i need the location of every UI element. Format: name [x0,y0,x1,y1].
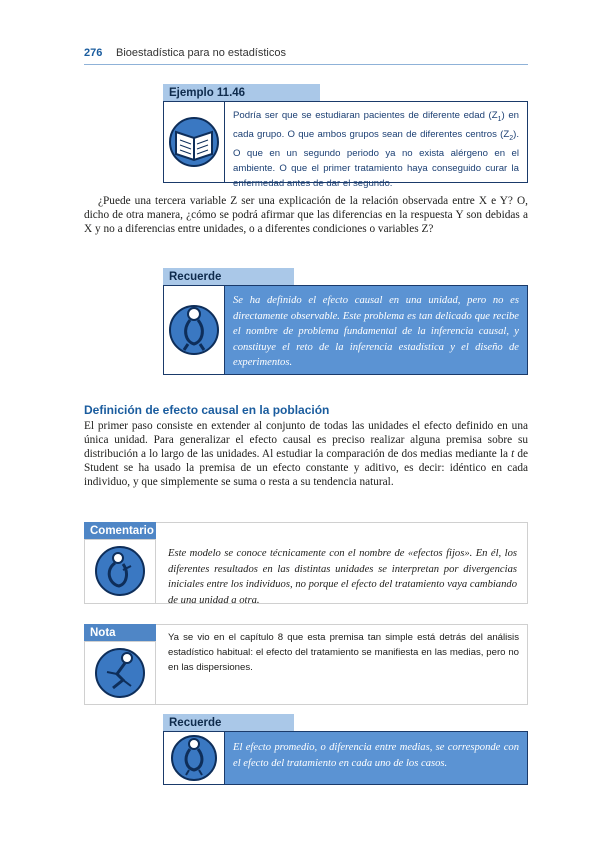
recuerde-figure-icon [164,286,224,374]
comentario-figure-icon [85,540,155,603]
comentario-label: Comentario [84,522,156,539]
nota-tecnica-figure-icon [85,642,155,704]
comentario-icon-box [84,539,156,604]
recuerde-label-2: Recuerde [163,714,294,731]
example-label: Ejemplo 11.46 [163,84,320,101]
header-divider [84,64,528,65]
recuerde-icon-box-2 [163,731,225,785]
example-text: Podría ser que se estudiaran pacientes de diferente edad $(Z_1)$ en cada grupo. O que ambos grupos sean de diferentes centros $(Z_2)$. O que en un segundo periodo ya no exista alérgeno en el ambiente. O que el primer tratamiento haya conseguido curar la enfermedad antes de dar el segundo. [224,101,528,183]
running-header-title: Bioestadística para no estadísticos [116,47,286,59]
section-heading: Definición de efecto causal en la población [84,403,330,417]
recuerde-text-2: El efecto promedio, o diferencia entre medias, se corresponde con el efecto del tratamiento en cada uno de los casos. [224,731,528,785]
comentario-text: Este modelo se conoce técnicamente con el nombre de «efectos fijos». En él, los diferentes resultados en las distintas unidades se interpretan por divergencias iniciales entre los individuos, no porque el efecto del tratamiento vaya cambiando de una unidad a otra. [156,522,528,604]
question-paragraph: ¿Puede una tercera variable Z ser una explicación de la relación observada entre X e Y? O, dicho de otra manera, ¿cómo se podrá afirmar que las diferencias en la respuesta Y son debidas a X y no a diferencias entre unidades, o a diferentes condiciones o variables Z? [84,195,528,235]
recuerde-text: Se ha definido el efecto causal en una unidad, pero no es directamente observable. Este problema es tan delicado que recibe el nombre de problema fundamental de la inferencia causal, y constituye el reto de la inferencia estadística y el diseño de experimentos. [224,285,528,375]
example-icon-box [163,101,225,183]
recuerde-label: Recuerde [163,268,294,285]
recuerde-icon-box [163,285,225,375]
page-number: 276 [84,47,103,59]
section-paragraph: El primer paso consiste en extender al conjunto de todas las unidades el efecto definido en una única unidad. Para generalizar el efecto causal es preciso realizar alguna premisa sobre su distribución a lo largo de las unidades. Al estudiar la comparación de dos medias mediante la t de Student se ha usado la premisa de un efecto constante y aditivo, es decir: idéntico en cada individuo, y que simplemente se suma o resta a su tendencia natural. [84,420,528,488]
nota-tecnica-text: Ya se vio en el capítulo 8 que esta premisa tan simple está detrás del análisis estadístico habitual: el efecto del tratamiento se manifiesta en las medias, pero no en las dispersiones. [156,624,528,705]
nota-tecnica-icon-box [84,641,156,705]
recuerde-figure-icon-2 [164,732,224,784]
nota-tecnica-label: Nota [84,624,156,641]
book-icon [164,102,224,182]
